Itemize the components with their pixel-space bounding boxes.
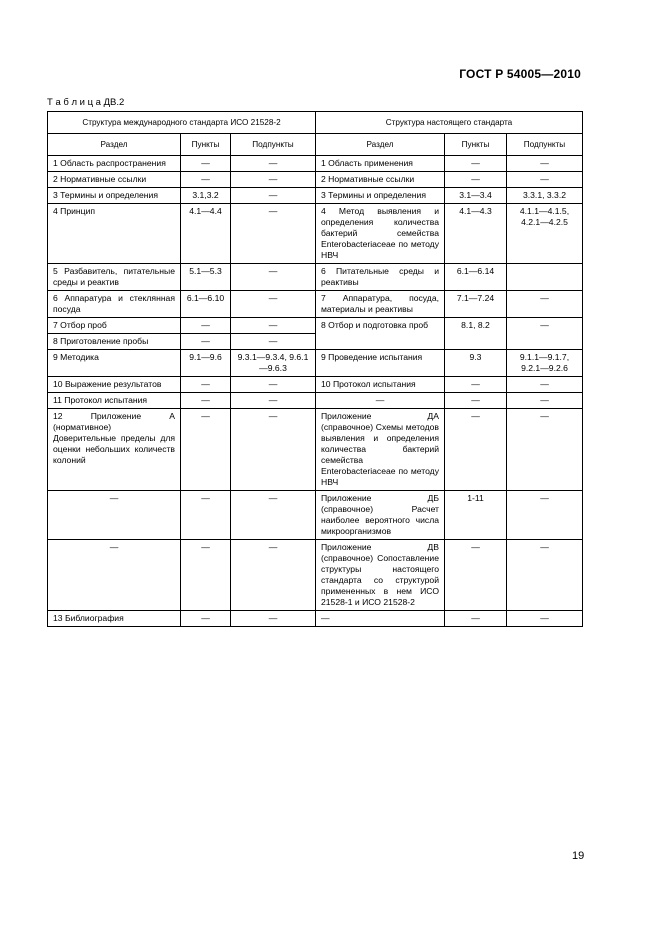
cell-left-points: —: [181, 409, 231, 491]
cell-left-points: 4.1—4.4: [181, 204, 231, 264]
table-row: [48, 540, 583, 611]
cell-left-subpoints: —: [231, 291, 316, 318]
table-row: [48, 350, 583, 377]
cell-right-subpoints: [507, 264, 583, 291]
table-row: [48, 291, 583, 318]
cell-left-section: 7 Отбор проб: [48, 318, 181, 334]
cell-right-subpoints: —: [507, 156, 583, 172]
cell-left-subpoints: —: [231, 611, 316, 627]
cell-left-section: 10 Выражение результатов: [48, 377, 181, 393]
cell-right-section: —: [316, 393, 445, 409]
cell-left-subpoints: —: [231, 540, 316, 611]
cell-left-subpoints: —: [231, 409, 316, 491]
cell-right-points: 8.1, 8.2: [445, 318, 507, 350]
cell-left-points: —: [181, 172, 231, 188]
table-row: [48, 491, 583, 540]
cell-left-section: 11 Протокол испытания: [48, 393, 181, 409]
cell-right-section: 8 Отбор и подготовка проб: [316, 318, 445, 350]
cell-left-section: 13 Библиография: [48, 611, 181, 627]
table-row: [48, 264, 583, 291]
col-header-points-left: Пункты: [181, 134, 231, 156]
cell-left-subpoints: —: [231, 188, 316, 204]
cell-right-points: 9.3: [445, 350, 507, 377]
cell-left-subpoints: —: [231, 491, 316, 540]
col-header-subpoints-right: Подпункты: [507, 134, 583, 156]
cell-right-subpoints: —: [507, 393, 583, 409]
table-row: [48, 188, 583, 204]
cell-right-section: 10 Протокол испытания: [316, 377, 445, 393]
table-row: [48, 318, 583, 334]
table-row: [48, 156, 583, 172]
cell-left-section: 3 Термины и определения: [48, 188, 181, 204]
cell-right-points: —: [445, 611, 507, 627]
cell-right-points: 1-11: [445, 491, 507, 540]
cell-left-subpoints: —: [231, 264, 316, 291]
cell-left-subpoints: —: [231, 156, 316, 172]
cell-left-section: 12 Приложение А (нормативное) Доверительные пределы для оценки небольших количеств колоний: [48, 409, 181, 491]
cell-left-points: 9.1—9.6: [181, 350, 231, 377]
document-code: ГОСТ Р 54005—2010: [459, 67, 581, 81]
cell-right-section: 3 Термины и определения: [316, 188, 445, 204]
cell-right-subpoints: —: [507, 318, 583, 350]
cell-right-points: 4.1—4.3: [445, 204, 507, 264]
cell-left-subpoints: —: [231, 204, 316, 264]
cell-right-subpoints: —: [507, 540, 583, 611]
cell-right-points: —: [445, 409, 507, 491]
cell-left-points: 5.1—5.3: [181, 264, 231, 291]
table-caption: Т а б л и ц а ДВ.2: [47, 97, 125, 108]
col-header-section-right: Раздел: [316, 134, 445, 156]
cell-left-points: —: [181, 491, 231, 540]
cell-left-points: 6.1—6.10: [181, 291, 231, 318]
cell-right-subpoints: 4.1.1—4.1.5, 4.2.1—4.2.5: [507, 204, 583, 264]
cell-left-points: —: [181, 334, 231, 350]
cell-right-subpoints: —: [507, 409, 583, 491]
cell-left-points: —: [181, 393, 231, 409]
table-group-header-row: [48, 112, 583, 134]
table-row: [48, 611, 583, 627]
table-row: [48, 204, 583, 264]
cell-right-points: —: [445, 156, 507, 172]
group-header-national: Структура настоящего стандарта: [316, 112, 583, 134]
cell-right-section: Приложение ДВ (справочное) Сопоставление структуры настоящего стандарта со структурой примененных в нем ИСО 21528-1 и ИСО 21528-2: [316, 540, 445, 611]
cell-right-section: —: [316, 611, 445, 627]
table-row: [48, 409, 583, 491]
cell-right-subpoints: —: [507, 491, 583, 540]
cell-right-points: —: [445, 540, 507, 611]
cell-right-points: 6.1—6.14: [445, 264, 507, 291]
cell-left-subpoints: —: [231, 318, 316, 334]
cell-right-section: Приложение ДА (справочное) Схемы методов выявления и определения количества бактерий семейства Enterobacteriaceae по методу НВЧ: [316, 409, 445, 491]
cell-left-points: 3.1,3.2: [181, 188, 231, 204]
cell-right-subpoints: 9.1.1—9.1.7, 9.2.1—9.2.6: [507, 350, 583, 377]
cell-right-subpoints: 3.3.1, 3.3.2: [507, 188, 583, 204]
col-header-section-left: Раздел: [48, 134, 181, 156]
cell-left-subpoints: —: [231, 377, 316, 393]
cell-left-section: 1 Область распространения: [48, 156, 181, 172]
group-header-international: Структура международного стандарта ИСО 21528-2: [48, 112, 316, 134]
cell-left-section: —: [48, 491, 181, 540]
cell-left-subpoints: —: [231, 172, 316, 188]
cell-right-points: —: [445, 377, 507, 393]
cell-left-section: 5 Разбавитель, питательные среды и реактив: [48, 264, 181, 291]
cell-right-subpoints: —: [507, 291, 583, 318]
cell-right-points: 3.1—3.4: [445, 188, 507, 204]
table-column-header-row: [48, 134, 583, 156]
cell-right-subpoints: —: [507, 377, 583, 393]
cell-left-section: 4 Принцип: [48, 204, 181, 264]
cell-left-points: —: [181, 611, 231, 627]
cell-left-points: —: [181, 156, 231, 172]
table-row: [48, 393, 583, 409]
cell-left-section: —: [48, 540, 181, 611]
cell-right-subpoints: —: [507, 172, 583, 188]
cell-left-section: 6 Аппаратура и стеклянная посуда: [48, 291, 181, 318]
cell-right-section: 4 Метод выявления и определения количества бактерий семейства Enterobacteriaceae по методу НВЧ: [316, 204, 445, 264]
cell-left-subpoints: 9.3.1—9.3.4, 9.6.1—9.6.3: [231, 350, 316, 377]
cell-left-points: —: [181, 318, 231, 334]
cell-left-subpoints: —: [231, 393, 316, 409]
cell-left-section: 8 Приготовление пробы: [48, 334, 181, 350]
cell-right-section: 6 Питательные среды и реактивы: [316, 264, 445, 291]
cell-right-subpoints: —: [507, 611, 583, 627]
structure-comparison-table: [47, 111, 583, 627]
col-header-points-right: Пункты: [445, 134, 507, 156]
cell-left-points: —: [181, 377, 231, 393]
cell-right-section: 1 Область применения: [316, 156, 445, 172]
cell-right-points: 7.1—7.24: [445, 291, 507, 318]
table-row: [48, 377, 583, 393]
cell-left-points: —: [181, 540, 231, 611]
cell-left-section: 9 Методика: [48, 350, 181, 377]
page-number: 19: [572, 850, 585, 862]
cell-right-section: 2 Нормативные ссылки: [316, 172, 445, 188]
cell-left-subpoints: —: [231, 334, 316, 350]
cell-right-section: 7 Аппаратура, посуда, материалы и реактивы: [316, 291, 445, 318]
cell-left-section: 2 Нормативные ссылки: [48, 172, 181, 188]
cell-right-points: —: [445, 393, 507, 409]
cell-right-section: Приложение ДБ (справочное) Расчет наиболее вероятного числа микроорганизмов: [316, 491, 445, 540]
cell-right-section: 9 Проведение испытания: [316, 350, 445, 377]
col-header-subpoints-left: Подпункты: [231, 134, 316, 156]
cell-right-points: —: [445, 172, 507, 188]
table-row: [48, 172, 583, 188]
